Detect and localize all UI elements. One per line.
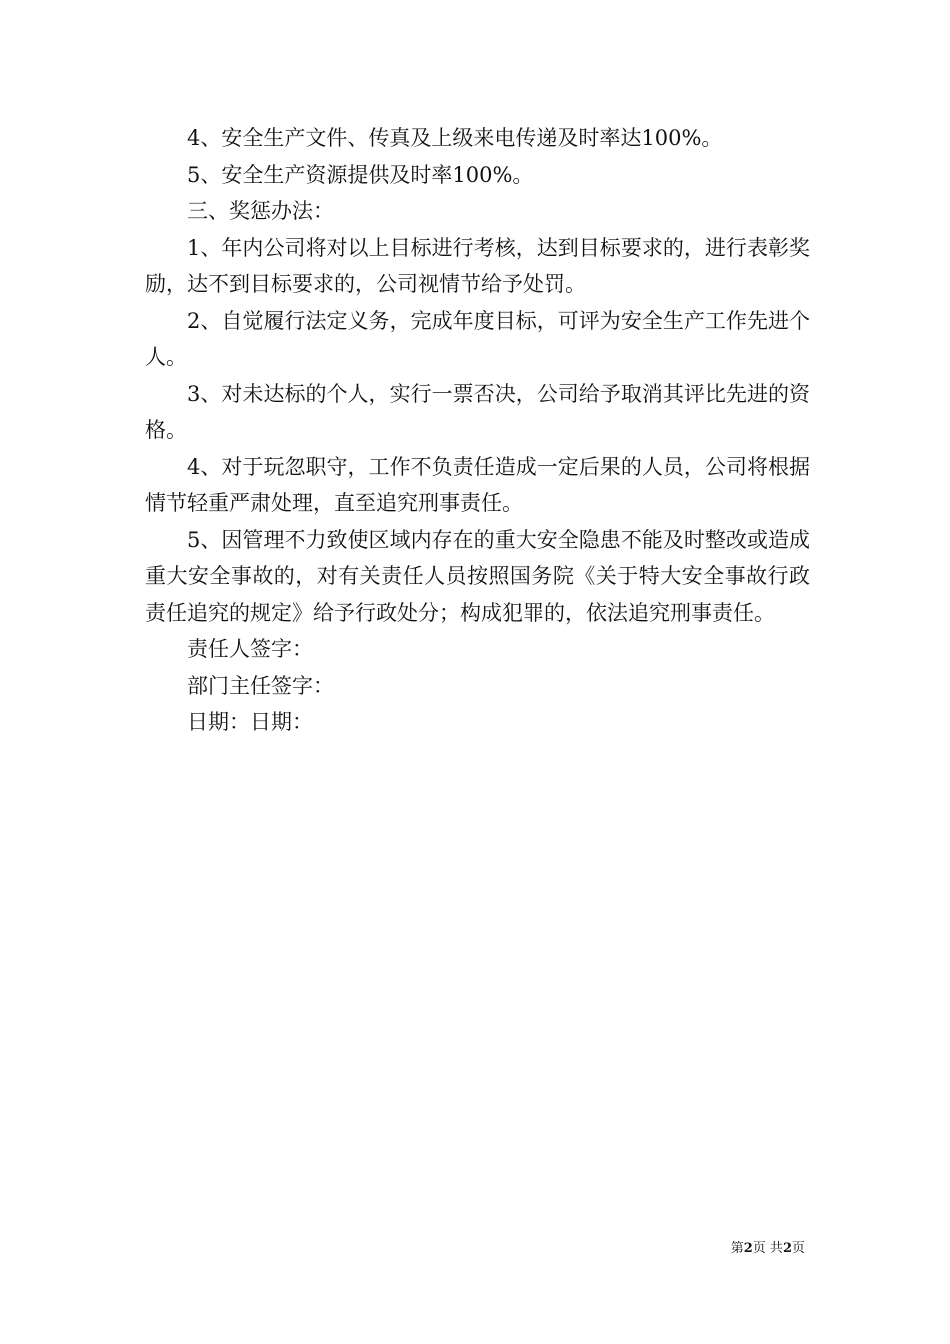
paragraph-rule-1: 1、年内公司将对以上目标进行考核，达到目标要求的，进行表彰奖励，达不到目标要求的，公司视情节给予处罚。 [145,235,810,296]
signature-dates: 日期：日期： [187,710,313,734]
paragraph-rule-4: 4、对于玩忽职守，工作不负责任造成一定后果的人员，公司将根据情节轻重严肃处理，直至追究刑事责任。 [145,454,810,515]
footer-suffix: 页 [791,1241,805,1256]
section-heading-rewards-penalties: 三、奖惩办法： [187,199,334,223]
page-number-footer [731,1241,805,1257]
footer-current-page: 2 [743,1241,753,1256]
signature-department-head: 部门主任签字： [187,673,334,698]
footer-middle: 页 共 [752,1241,783,1256]
footer-total-pages: 2 [782,1241,792,1256]
paragraph-rule-5: 5、因管理不力致使区域内存在的重大安全隐患不能及时整改或造成重大安全事故的，对有关责任人员按照国务院《关于特大安全事故行政责任追究的规定》给予行政处分；构成犯罪的，依法追究刑事责任。 [145,527,810,625]
document-body [145,120,810,741]
paragraph-item-4-forwarding-rate: 4、安全生产文件、传真及上级来电传递及时率达100%。 [187,126,723,150]
signature-responsible-person: 责任人签字： [187,637,313,661]
footer-prefix: 第 [730,1241,744,1256]
paragraph-rule-3: 3、对未达标的个人，实行一票否决，公司给予取消其评比先进的资格。 [145,381,810,442]
paragraph-item-5-resource-rate: 5、安全生产资源提供及时率100%。 [187,162,534,187]
paragraph-rule-2: 2、自觉履行法定义务，完成年度目标，可评为安全生产工作先进个人。 [145,308,810,369]
